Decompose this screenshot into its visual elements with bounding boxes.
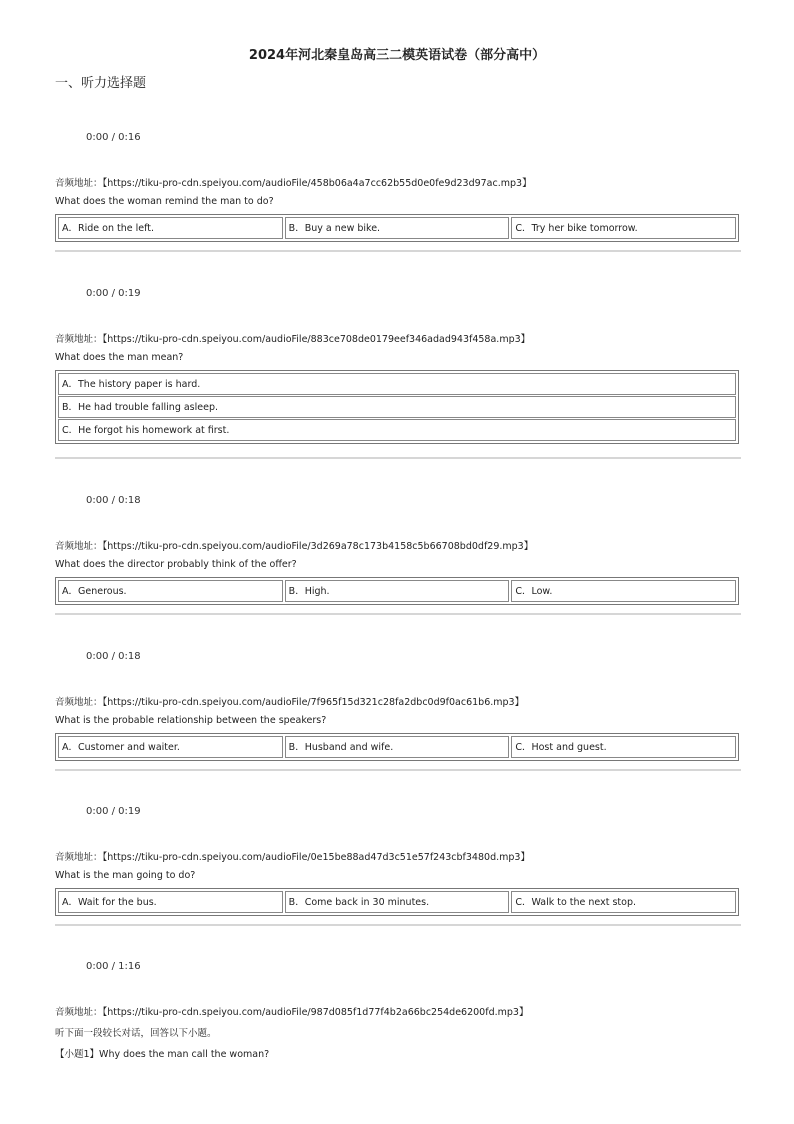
options-table: [55, 733, 739, 761]
audio-player-time[interactable]: 0:00 / 0:18: [86, 495, 141, 506]
options-table: [55, 214, 739, 242]
option-a[interactable]: A．Wait for the bus.: [58, 891, 283, 913]
audio-player-time[interactable]: 0:00 / 0:16: [86, 132, 141, 143]
audio-player-time[interactable]: 0:00 / 0:19: [86, 806, 141, 817]
audio-player-time[interactable]: 0:00 / 1:16: [86, 961, 141, 972]
divider: [55, 457, 741, 459]
page-title: 2024年河北秦皇岛高三二模英语试卷（部分高中）: [248, 48, 546, 63]
option-b[interactable]: B．Come back in 30 minutes.: [285, 891, 510, 913]
option-b[interactable]: B．He had trouble falling asleep.: [58, 396, 736, 418]
sub-question-stem: 【小题1】Why does the man call the woman?: [55, 1049, 270, 1060]
options-table: [55, 370, 739, 444]
audio-url: 音频地址：【https://tiku-pro-cdn.speiyou.com/audioFile/3d269a78c173b4158c5b66708bd0df29.mp3】: [55, 541, 534, 552]
options-table: [55, 888, 739, 916]
option-a[interactable]: A．Generous.: [58, 580, 283, 602]
option-b[interactable]: B．Buy a new bike.: [285, 217, 510, 239]
options-table: [55, 577, 739, 605]
option-a[interactable]: A．Ride on the left.: [58, 217, 283, 239]
divider: [55, 250, 741, 252]
divider: [55, 613, 741, 615]
option-c[interactable]: C．Host and guest.: [511, 736, 736, 758]
question-stem: What does the woman remind the man to do?: [55, 196, 274, 207]
option-b[interactable]: B．Husband and wife.: [285, 736, 510, 758]
question-stem: What is the probable relationship between the speakers?: [55, 715, 327, 726]
option-a[interactable]: A．Customer and waiter.: [58, 736, 283, 758]
audio-player-time[interactable]: 0:00 / 0:18: [86, 651, 141, 662]
audio-url: 音频地址：【https://tiku-pro-cdn.speiyou.com/audioFile/987d085f1d77f4b2a66bc254de6200fd.mp3】: [55, 1007, 529, 1018]
audio-player-time[interactable]: 0:00 / 0:19: [86, 288, 141, 299]
option-c[interactable]: C．He forgot his homework at first.: [58, 419, 736, 441]
question-stem: What is the man going to do?: [55, 870, 196, 881]
divider: [55, 769, 741, 771]
instruction-text: 听下面一段较长对话，回答以下小题。: [55, 1028, 217, 1039]
option-c[interactable]: C．Try her bike tomorrow.: [511, 217, 736, 239]
option-a[interactable]: A．The history paper is hard.: [58, 373, 736, 395]
audio-url: 音频地址：【https://tiku-pro-cdn.speiyou.com/audioFile/883ce708de0179eef346adad943f458a.mp3】: [55, 334, 531, 345]
audio-url: 音频地址：【https://tiku-pro-cdn.speiyou.com/audioFile/458b06a4a7cc62b55d0e0fe9d23d97ac.mp3】: [55, 178, 532, 189]
option-b[interactable]: B．High.: [285, 580, 510, 602]
question-stem: What does the director probably think of the offer?: [55, 559, 297, 570]
option-c[interactable]: C．Walk to the next stop.: [511, 891, 736, 913]
divider: [55, 924, 741, 926]
question-stem: What does the man mean?: [55, 352, 184, 363]
audio-url: 音频地址：【https://tiku-pro-cdn.speiyou.com/audioFile/0e15be88ad47d3c51e57f243cbf3480d.mp3】: [55, 852, 530, 863]
audio-url: 音频地址：【https://tiku-pro-cdn.speiyou.com/audioFile/7f965f15d321c28fa2dbc0d9f0ac61b6.mp3】: [55, 697, 525, 708]
option-c[interactable]: C．Low.: [511, 580, 736, 602]
section-heading: 一、听力选择题: [55, 76, 147, 91]
